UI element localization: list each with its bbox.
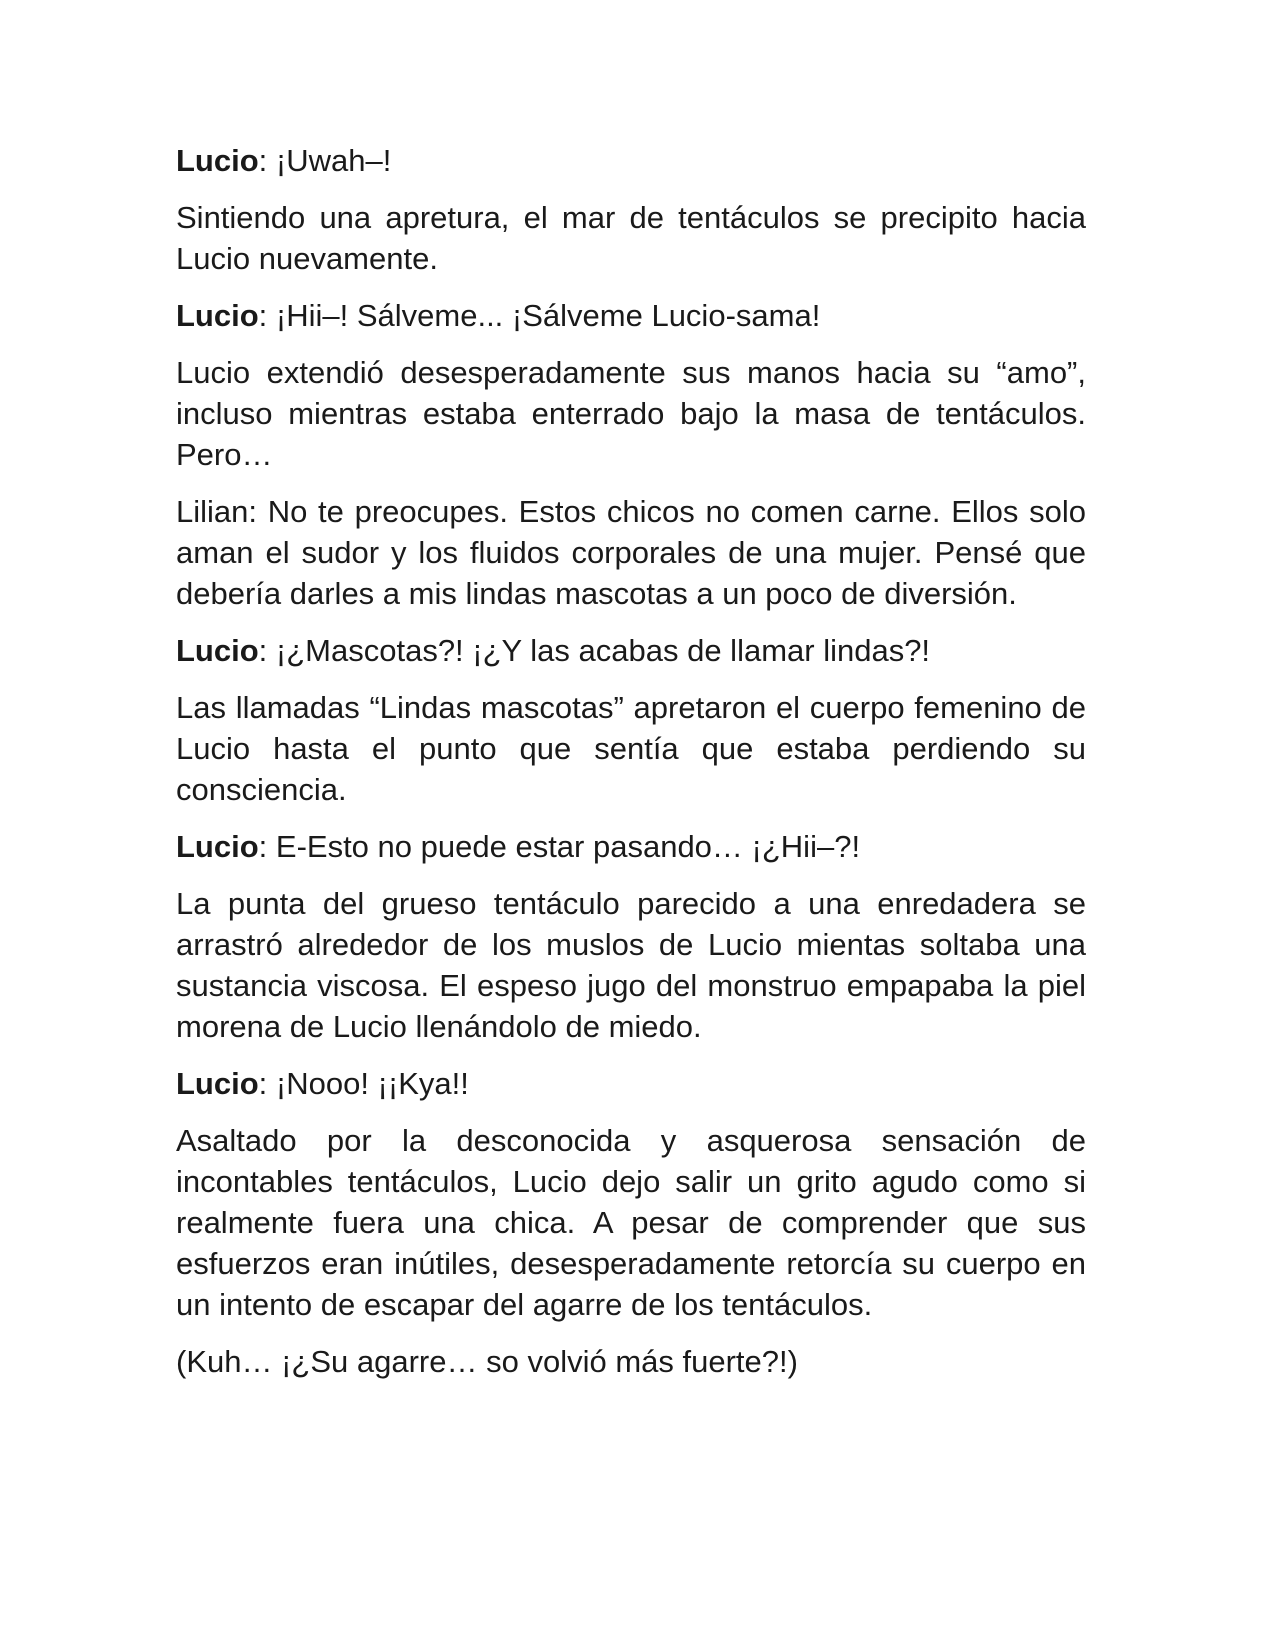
dialogue-paragraph: Lilian: No te preocupes. Estos chicos no comen carne. Ellos solo aman el sudor y los fluidos corporales de una mujer. Pensé que debería darles a mis lindas mascotas a un poco de diversión. <box>176 494 1086 611</box>
narration-paragraph: La punta del grueso tentáculo parecido a una enredadera se arrastró alrededor de los muslos de Lucio mientas soltaba una sustancia viscosa. El espeso jugo del monstruo empapaba la piel morena de Lucio llenándolo de miedo. <box>176 886 1086 1044</box>
dialogue-text: : ¡¿Mascotas?! ¡¿Y las acabas de llamar lindas?! <box>258 633 931 668</box>
document-page <box>176 140 1086 1398</box>
speaker-name: Lucio <box>176 829 259 864</box>
dialogue-line <box>176 1063 1086 1104</box>
speaker-name: Lucio <box>176 143 259 178</box>
speaker-name: Lucio <box>176 633 259 668</box>
narration-paragraph: Asaltado por la desconocida y asquerosa sensación de incontables tentáculos, Lucio dejo salir un grito agudo como si realmente fuera una chica. A pesar de comprender que sus esfuerzos eran inútiles, desesperadamente retorcía su cuerpo en un intento de escapar del agarre de los tentáculos. <box>176 1123 1086 1322</box>
dialogue-line <box>176 630 1086 671</box>
dialogue-text: : ¡Hii–! Sálveme... ¡Sálveme Lucio-sama! <box>258 298 821 333</box>
narration-paragraph: Las llamadas “Lindas mascotas” apretaron el cuerpo femenino de Lucio hasta el punto que sentía que estaba perdiendo su consciencia. <box>176 690 1086 807</box>
dialogue-line <box>176 295 1086 336</box>
dialogue-text: : E-Esto no puede estar pasando… ¡¿Hii–?! <box>258 829 861 864</box>
narration-paragraph: Lucio extendió desesperadamente sus manos hacia su “amo”, incluso mientras estaba enterrado bajo la masa de tentáculos. Pero… <box>176 355 1086 472</box>
dialogue-line <box>176 140 1086 181</box>
inner-thought-paragraph: (Kuh… ¡¿Su agarre… so volvió más fuerte?!) <box>176 1344 798 1379</box>
dialogue-line <box>176 826 1086 867</box>
dialogue-text: : ¡Nooo! ¡¡Kya!! <box>258 1066 469 1101</box>
narration-paragraph: Sintiendo una apretura, el mar de tentáculos se precipito hacia Lucio nuevamente. <box>176 200 1086 276</box>
speaker-name: Lucio <box>176 1066 259 1101</box>
dialogue-text: : ¡Uwah–! <box>258 143 392 178</box>
speaker-name: Lucio <box>176 298 259 333</box>
